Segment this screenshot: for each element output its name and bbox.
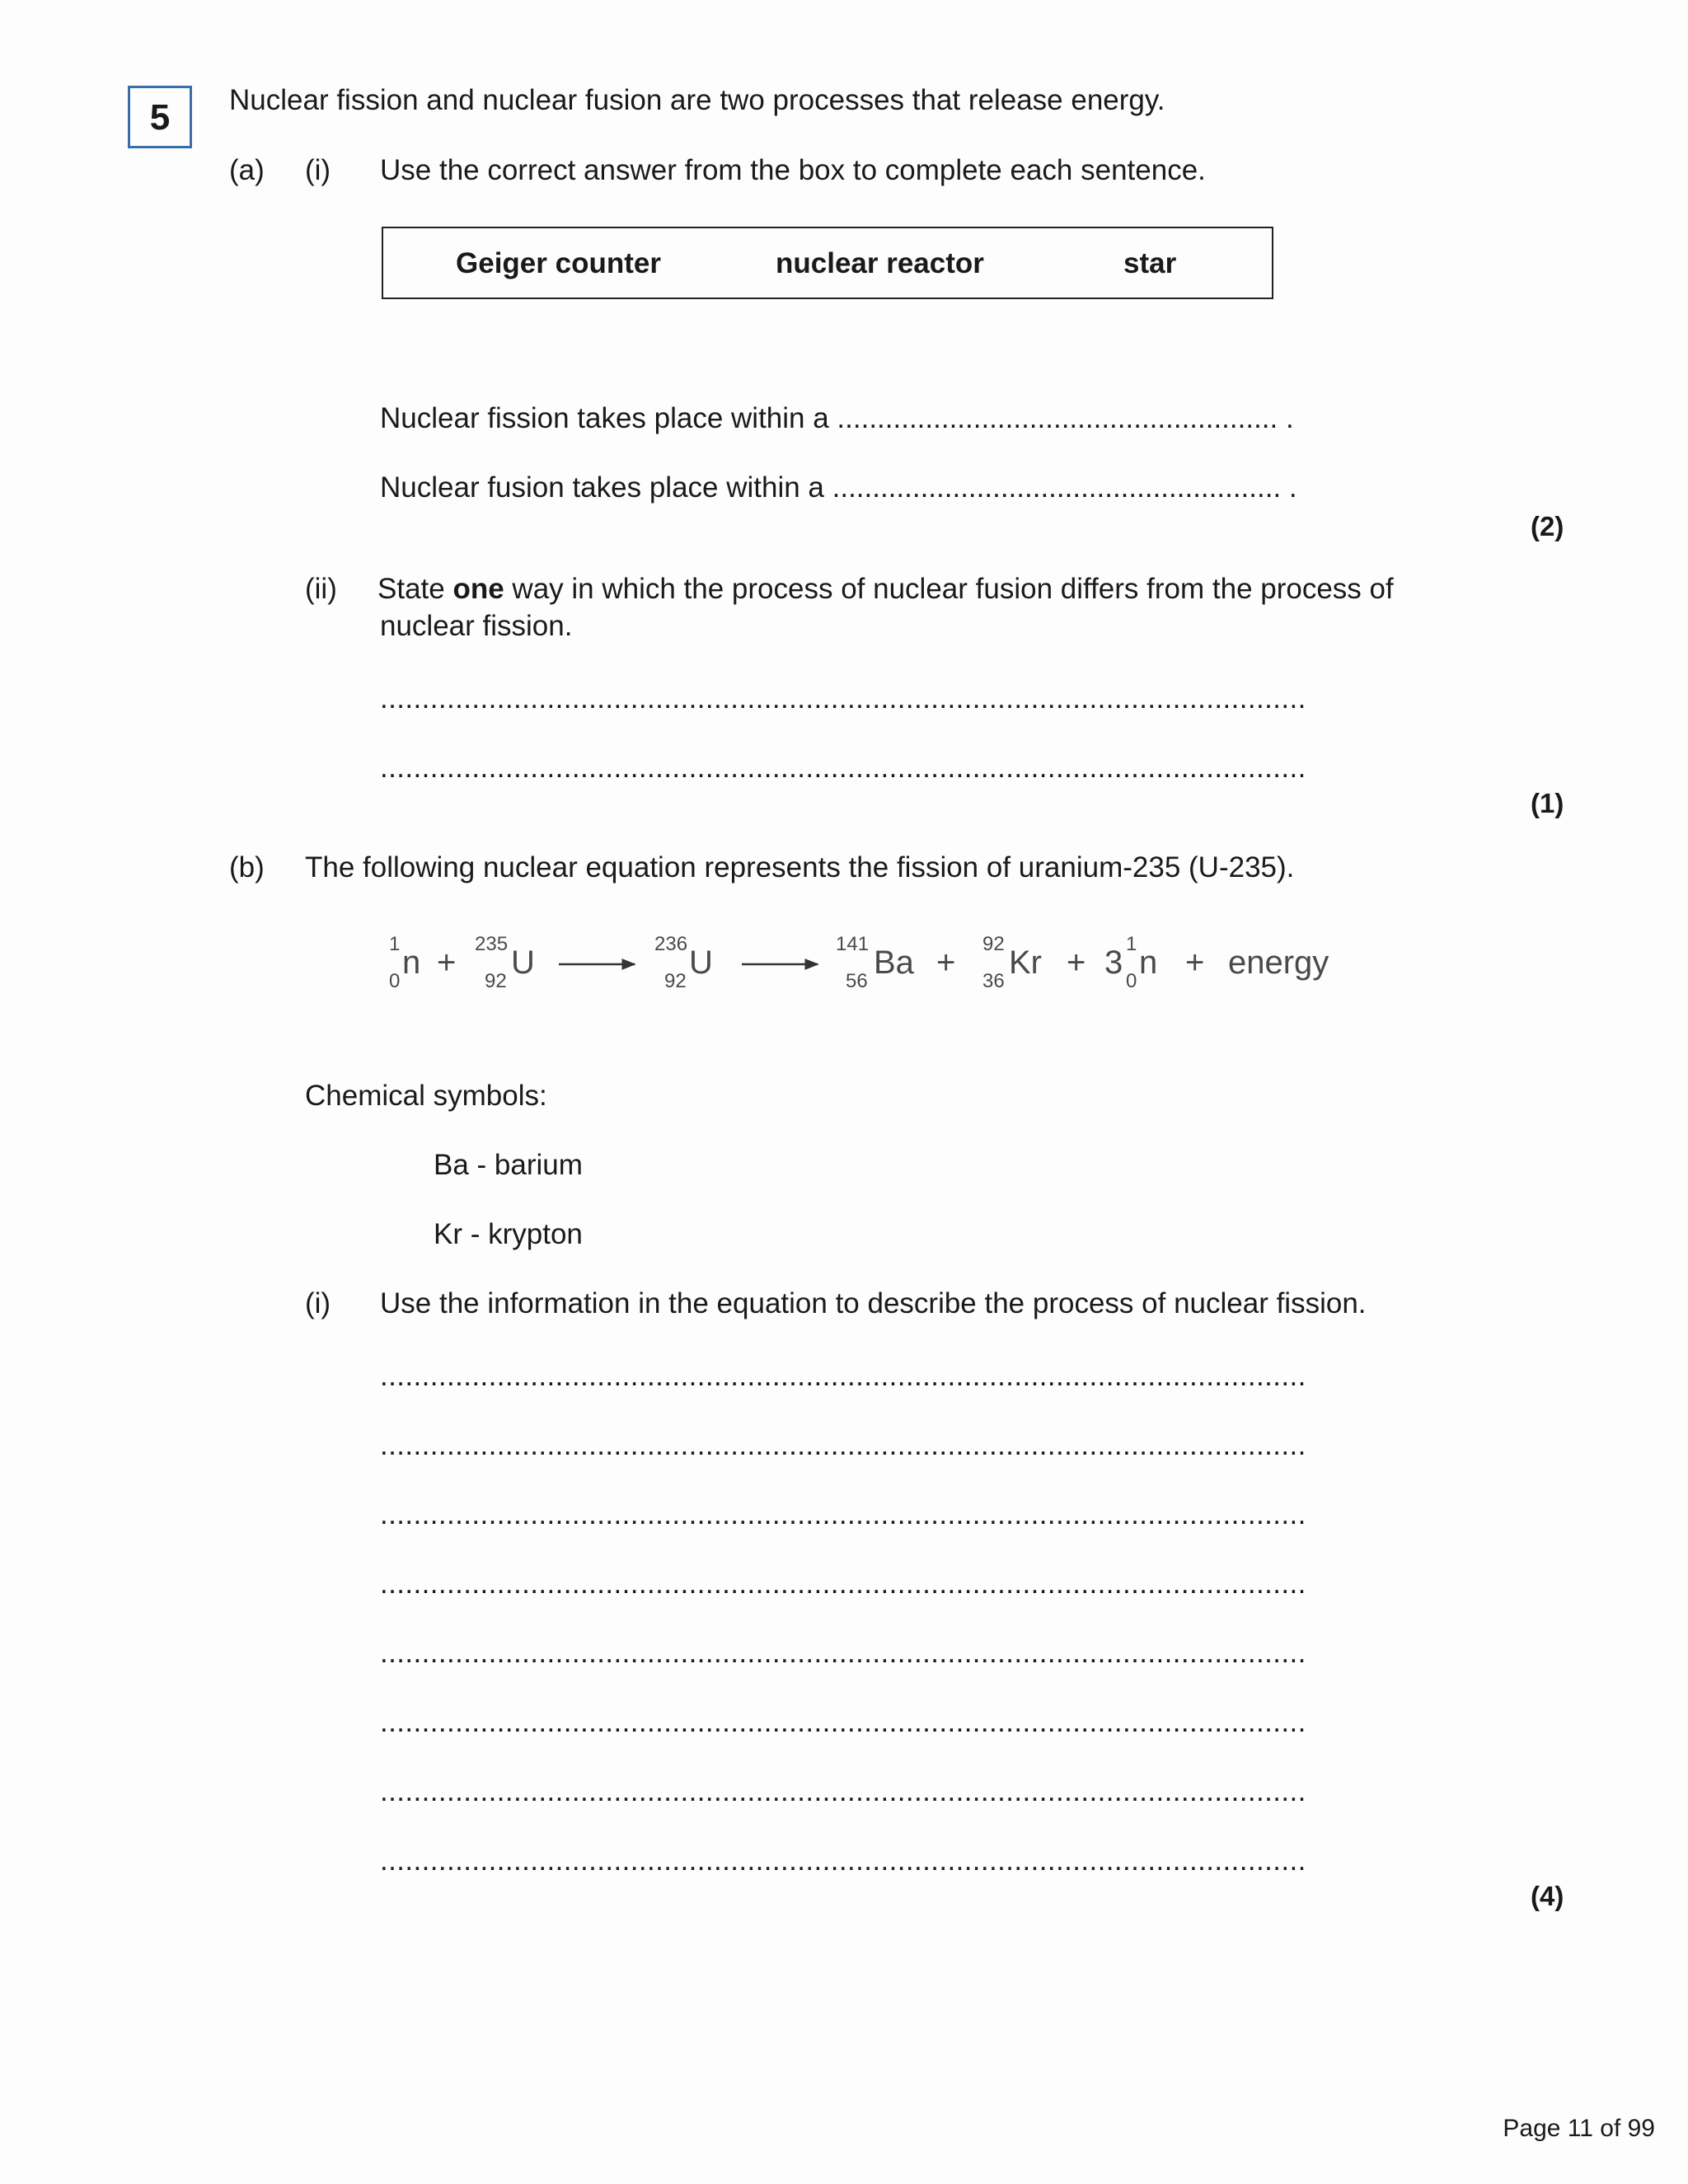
part-a-label: (a) (229, 154, 265, 186)
eq-n2-mass: 1 (1126, 933, 1137, 955)
eq-n1-mass: 1 (389, 933, 401, 955)
symbol-barium: Ba - barium (434, 1149, 583, 1181)
answer-line[interactable]: ............................................................................................................... (380, 1637, 1306, 1669)
answer-line[interactable]: ............................................................................................................... (380, 1775, 1306, 1807)
nuclear-equation (379, 927, 1368, 1010)
eq-kr-symbol: Kr (1009, 944, 1042, 981)
answer-line[interactable]: ............................................................................................................... (380, 752, 1306, 784)
eq-plus: + (437, 944, 457, 981)
eq-u236-symbol: U (689, 944, 713, 981)
answer-line[interactable]: ............................................................................................................... (380, 1429, 1306, 1461)
eq-plus: + (1185, 944, 1205, 981)
eq-n2-atomic: 0 (1126, 970, 1137, 992)
fission-sentence[interactable]: Nuclear fission takes place within a ....................................................... . (380, 402, 1294, 434)
eq-ba-atomic: 56 (846, 970, 868, 992)
eq-kr-atomic: 36 (982, 970, 1005, 992)
eq-plus: + (936, 944, 956, 981)
eq-u235-mass: 235 (475, 933, 509, 955)
eq-u236-atomic: 92 (664, 970, 687, 992)
part-a-ii-text-line2: nuclear fission. (380, 610, 573, 642)
answer-line[interactable]: ............................................................................................................... (380, 1568, 1306, 1600)
eq-u235-symbol: U (511, 944, 535, 981)
answer-line[interactable]: ............................................................................................................... (380, 1360, 1306, 1392)
part-a-ii-label: (ii) (305, 573, 337, 605)
question-intro: Nuclear fission and nuclear fusion are two processes that release energy. (229, 84, 1165, 116)
part-b-i-instruction: Use the information in the equation to describe the process of nuclear fission. (380, 1287, 1367, 1319)
chemical-symbols-heading: Chemical symbols: (305, 1080, 547, 1112)
page-number: Page 11 of 99 (1503, 2115, 1655, 2142)
part-a-i-label: (i) (305, 154, 331, 186)
eq-kr-mass: 92 (982, 933, 1005, 955)
answer-line[interactable]: ............................................................................................................... (380, 1706, 1306, 1738)
part-b-i-label: (i) (305, 1287, 331, 1319)
eq-n1-symbol: n (402, 944, 421, 981)
part-a-ii-text: State one way in which the process of nuclear fusion differs from the process of (377, 573, 1394, 605)
question-number: 5 (128, 86, 192, 148)
eq-ba-mass: 141 (836, 933, 870, 955)
box-option-star: star (1123, 247, 1177, 279)
symbol-krypton: Kr - krypton (434, 1218, 583, 1250)
eq-n-coefficient: 3 (1104, 944, 1123, 981)
answer-line[interactable]: ............................................................................................................... (380, 682, 1306, 715)
eq-plus: + (1067, 944, 1086, 981)
fusion-sentence[interactable]: Nuclear fusion takes place within a ........................................................ . (380, 471, 1297, 504)
eq-ba-symbol: Ba (874, 944, 914, 981)
answer-word-box (382, 227, 1273, 299)
marks-a-ii: (1) (1531, 788, 1564, 818)
eq-u236-mass: 236 (654, 933, 688, 955)
part-b-label: (b) (229, 851, 265, 883)
eq-energy: energy (1228, 944, 1329, 981)
eq-n1-atomic: 0 (389, 970, 401, 992)
answer-line[interactable]: ............................................................................................................... (380, 1498, 1306, 1530)
box-option-nuclear-reactor: nuclear reactor (776, 247, 984, 279)
eq-u235-atomic: 92 (485, 970, 507, 992)
part-a-i-instruction: Use the correct answer from the box to complete each sentence. (380, 154, 1206, 186)
box-option-geiger-counter: Geiger counter (456, 247, 661, 279)
marks-b-i: (4) (1531, 1881, 1564, 1911)
marks-a-i: (2) (1531, 511, 1564, 541)
answer-line[interactable]: ............................................................................................................... (380, 1844, 1306, 1877)
eq-n2-symbol: n (1139, 944, 1158, 981)
part-b-intro: The following nuclear equation represents the fission of uranium-235 (U-235). (305, 851, 1295, 883)
